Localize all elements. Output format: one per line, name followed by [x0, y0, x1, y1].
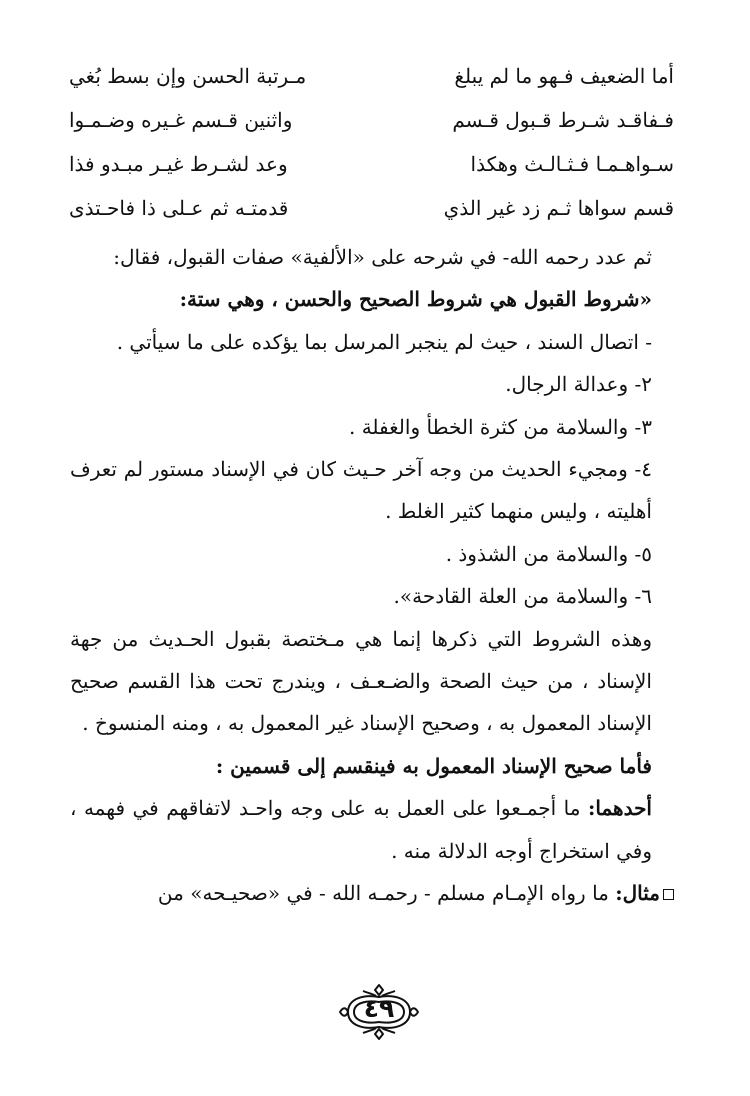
- page-number: ٤٩: [363, 994, 395, 1023]
- poem-line: [69, 98, 674, 142]
- poem-second-hemistich: مـرتبة الحسن وإن بسط بُغي: [69, 64, 307, 88]
- condition-item: - اتصال السند ، حيث لم ينجبر المرسل بما يؤكده على ما سيأتي .: [116, 329, 652, 354]
- poem-line: [69, 54, 674, 98]
- condition-item: ٥- والسلامة من الشذوذ .: [445, 541, 652, 566]
- example-paragraph: [70, 872, 674, 914]
- poem-verses: [69, 54, 674, 230]
- condition-item: ٦- والسلامة من العلة القادحة».: [393, 584, 652, 609]
- example-label: مثال: [622, 881, 660, 906]
- intro-paragraph: ثم عدد رحمه الله- في شرحه على «الألفية» صفات القبول، فقال:: [113, 245, 652, 269]
- condition-item: ٣- والسلامة من كثرة الخطأ والغفلة .: [348, 414, 652, 439]
- condition-item: ٤- ومجيء الحديث من وجه آخر حـيث كان في الإسناد مستور لم تعرف أهليته ، وليس منهما كثير الغلط .: [70, 457, 652, 524]
- poem-first-hemistich: أما الضعيف فـهو ما لم يبلغ: [454, 64, 674, 88]
- poem-line: [69, 186, 674, 230]
- example-text: ما رواه الإمـام مسلم - رحمـه الله - في «صحيـحه» من: [157, 881, 616, 906]
- poem-first-hemistich: قسم سواها ثـم زد غير الذي: [443, 196, 674, 220]
- section-heading: فأما صحيح الإسناد المعمول به فينقسم إلى قسمين :: [215, 753, 652, 778]
- poem-second-hemistich: واثنين قـسم غـيره وضـمـوا: [69, 108, 293, 132]
- conditions-heading: «شروط القبول هي شروط الصحيح والحسن ، وهي ستة:: [179, 287, 652, 312]
- first-category-text: ما أجمـعوا على العمل به على وجه واحـد لاتفاقهم في فهمه ، وفي استخراج أوجه الدلالة منه .: [70, 796, 652, 863]
- example-colon: :: [615, 881, 623, 906]
- poem-second-hemistich: وعد لشـرط غيـر مبـدو فذا: [69, 152, 288, 176]
- explanation-paragraph: وهذه الشروط التي ذكرها إنما هي مـختصة بقبول الحـديث من جهة الإسناد ، من حيث الصحة والضـعـف ، ويندرج تحت هذا القسم صحيح الإسناد المعمول به ، وصحيح الإسناد غير المعمول به ، ومنه المنسوخ .: [70, 626, 652, 736]
- poem-line: [69, 142, 674, 186]
- main-text: [70, 236, 674, 915]
- poem-first-hemistich: سـواهـمـا فـثـالـث وهكذا: [470, 152, 674, 176]
- condition-item: ٢- وعدالة الرجال.: [505, 372, 652, 397]
- first-category-paragraph: [70, 787, 674, 872]
- first-category-label: أحدهما:: [587, 796, 652, 821]
- poem-first-hemistich: فـفاقـد شـرط قـبول قـسم: [452, 108, 674, 132]
- poem-second-hemistich: قدمتـه ثم عـلى ذا فاحـتذى: [69, 196, 289, 220]
- square-bullet-icon: [663, 889, 674, 900]
